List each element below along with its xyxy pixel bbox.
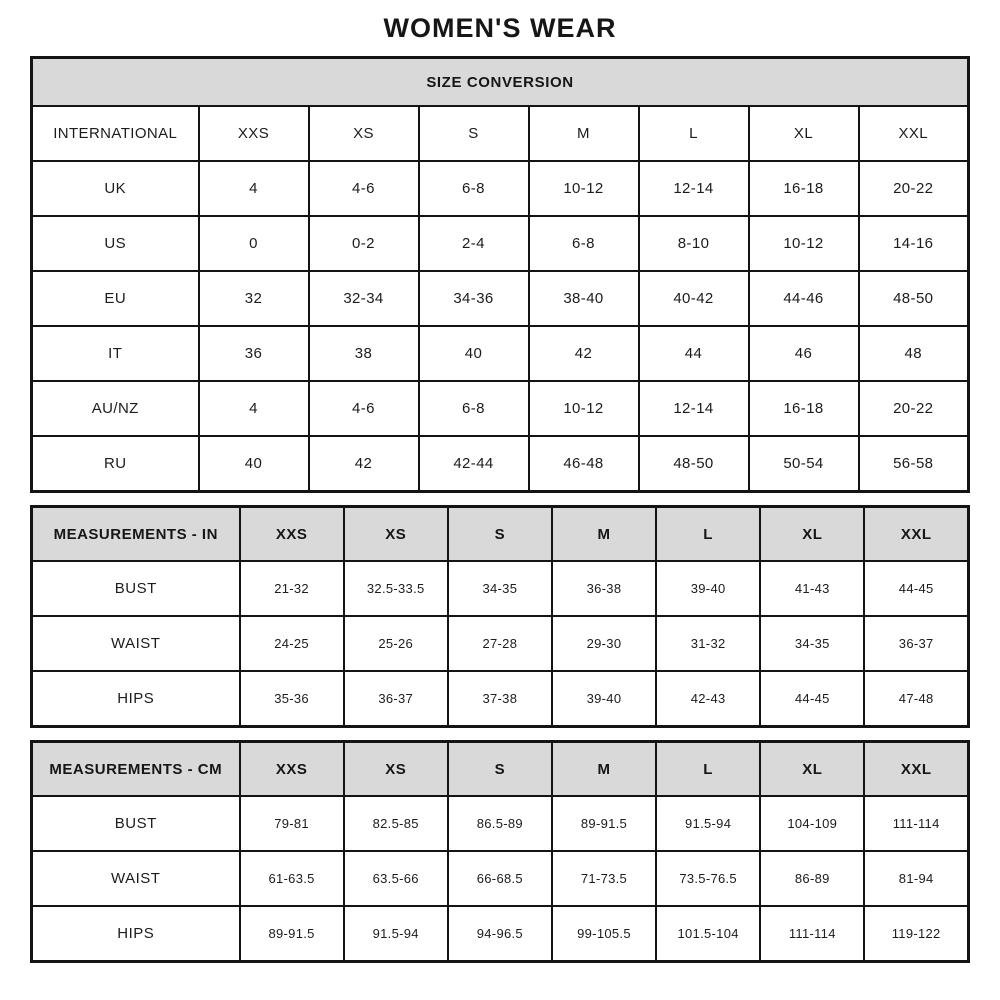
- measurement-value-cell: 27-28: [448, 616, 552, 671]
- measurement-value-cell: 37-38: [448, 671, 552, 727]
- measurement-value-cell: 111-114: [760, 906, 864, 962]
- size-value-cell: 40: [419, 326, 529, 381]
- measurement-value-cell: 41-43: [760, 561, 864, 616]
- size-value-cell: 32-34: [309, 271, 419, 326]
- measurement-value-cell: 31-32: [656, 616, 760, 671]
- size-value-cell: 14-16: [859, 216, 969, 271]
- size-conversion-corner-header: INTERNATIONAL: [32, 106, 199, 161]
- measurement-value-cell: 89-91.5: [240, 906, 344, 962]
- measurement-label: HIPS: [32, 671, 240, 727]
- size-column-header: XXL: [864, 507, 968, 562]
- measurement-value-cell: 91.5-94: [344, 906, 448, 962]
- measurement-value-cell: 36-37: [864, 616, 968, 671]
- measurement-value-cell: 42-43: [656, 671, 760, 727]
- size-value-cell: 50-54: [749, 436, 859, 492]
- size-value-cell: 42-44: [419, 436, 529, 492]
- size-value-cell: 0: [199, 216, 309, 271]
- region-label: IT: [32, 326, 199, 381]
- measurement-value-cell: 111-114: [864, 796, 968, 851]
- size-value-cell: 4: [199, 161, 309, 216]
- measurement-value-cell: 34-35: [448, 561, 552, 616]
- region-label: EU: [32, 271, 199, 326]
- measurement-value-cell: 39-40: [552, 671, 656, 727]
- measurement-value-cell: 99-105.5: [552, 906, 656, 962]
- size-column-header: XXS: [199, 106, 309, 161]
- size-column-header: XXL: [864, 742, 968, 797]
- size-value-cell: 46-48: [529, 436, 639, 492]
- measurement-value-cell: 81-94: [864, 851, 968, 906]
- size-column-header: L: [639, 106, 749, 161]
- size-value-cell: 40-42: [639, 271, 749, 326]
- measurement-value-cell: 39-40: [656, 561, 760, 616]
- size-value-cell: 32: [199, 271, 309, 326]
- region-label: US: [32, 216, 199, 271]
- measurements-cm-table: [30, 740, 970, 963]
- size-value-cell: 38: [309, 326, 419, 381]
- measurement-row: [32, 616, 969, 671]
- measurement-value-cell: 82.5-85: [344, 796, 448, 851]
- size-value-cell: 20-22: [859, 381, 969, 436]
- region-label: AU/NZ: [32, 381, 199, 436]
- size-conversion-header-row: [32, 106, 969, 161]
- measurement-value-cell: 101.5-104: [656, 906, 760, 962]
- size-column-header: M: [552, 742, 656, 797]
- measurement-value-cell: 119-122: [864, 906, 968, 962]
- measurements-cm-title: MEASUREMENTS - CM: [32, 742, 240, 797]
- measurement-value-cell: 36-38: [552, 561, 656, 616]
- size-value-cell: 42: [309, 436, 419, 492]
- measurement-row: [32, 851, 969, 906]
- size-value-cell: 4-6: [309, 161, 419, 216]
- measurement-value-cell: 66-68.5: [448, 851, 552, 906]
- size-column-header: S: [448, 742, 552, 797]
- measurements-in-header-row: [32, 507, 969, 562]
- measurement-row: [32, 671, 969, 727]
- size-column-header: XXS: [240, 507, 344, 562]
- size-value-cell: 12-14: [639, 161, 749, 216]
- size-value-cell: 34-36: [419, 271, 529, 326]
- size-column-header: XXL: [859, 106, 969, 161]
- size-conversion-row: [32, 216, 969, 271]
- measurement-value-cell: 89-91.5: [552, 796, 656, 851]
- measurements-in-table: [30, 505, 970, 728]
- size-value-cell: 48: [859, 326, 969, 381]
- size-column-header: XS: [309, 106, 419, 161]
- measurement-row: [32, 906, 969, 962]
- measurement-value-cell: 91.5-94: [656, 796, 760, 851]
- measurement-label: BUST: [32, 561, 240, 616]
- size-column-header: XS: [344, 742, 448, 797]
- size-value-cell: 48-50: [859, 271, 969, 326]
- measurement-value-cell: 47-48: [864, 671, 968, 727]
- size-column-header: M: [529, 106, 639, 161]
- size-value-cell: 4-6: [309, 381, 419, 436]
- measurements-cm-header-row: [32, 742, 969, 797]
- measurement-value-cell: 86-89: [760, 851, 864, 906]
- measurement-value-cell: 24-25: [240, 616, 344, 671]
- measurement-label: BUST: [32, 796, 240, 851]
- size-column-header: L: [656, 507, 760, 562]
- size-value-cell: 6-8: [529, 216, 639, 271]
- region-label: RU: [32, 436, 199, 492]
- size-value-cell: 12-14: [639, 381, 749, 436]
- size-value-cell: 20-22: [859, 161, 969, 216]
- measurement-value-cell: 44-45: [864, 561, 968, 616]
- region-label: UK: [32, 161, 199, 216]
- page-title: WOMEN'S WEAR: [383, 13, 617, 43]
- size-value-cell: 36: [199, 326, 309, 381]
- measurement-value-cell: 79-81: [240, 796, 344, 851]
- size-value-cell: 16-18: [749, 161, 859, 216]
- size-value-cell: 56-58: [859, 436, 969, 492]
- size-conversion-row: [32, 271, 969, 326]
- size-conversion-row: [32, 381, 969, 436]
- measurement-value-cell: 71-73.5: [552, 851, 656, 906]
- size-value-cell: 16-18: [749, 381, 859, 436]
- size-value-cell: 48-50: [639, 436, 749, 492]
- measurement-value-cell: 61-63.5: [240, 851, 344, 906]
- measurement-row: [32, 796, 969, 851]
- measurement-value-cell: 32.5-33.5: [344, 561, 448, 616]
- measurement-value-cell: 35-36: [240, 671, 344, 727]
- size-column-header: S: [448, 507, 552, 562]
- size-value-cell: 2-4: [419, 216, 529, 271]
- size-conversion-row: [32, 326, 969, 381]
- measurement-label: HIPS: [32, 906, 240, 962]
- size-conversion-row: [32, 436, 969, 492]
- size-value-cell: 42: [529, 326, 639, 381]
- size-column-header: XXS: [240, 742, 344, 797]
- measurement-label: WAIST: [32, 851, 240, 906]
- measurement-row: [32, 561, 969, 616]
- size-value-cell: 46: [749, 326, 859, 381]
- size-value-cell: 6-8: [419, 381, 529, 436]
- size-conversion-table: [30, 56, 970, 493]
- measurement-value-cell: 25-26: [344, 616, 448, 671]
- size-conversion-title-row: [32, 58, 969, 107]
- measurement-value-cell: 104-109: [760, 796, 864, 851]
- size-value-cell: 44: [639, 326, 749, 381]
- size-value-cell: 8-10: [639, 216, 749, 271]
- measurement-value-cell: 29-30: [552, 616, 656, 671]
- size-value-cell: 0-2: [309, 216, 419, 271]
- size-value-cell: 10-12: [749, 216, 859, 271]
- size-column-header: XL: [760, 742, 864, 797]
- measurement-value-cell: 86.5-89: [448, 796, 552, 851]
- measurements-in-title: MEASUREMENTS - IN: [32, 507, 240, 562]
- size-conversion-row: [32, 161, 969, 216]
- size-column-header: L: [656, 742, 760, 797]
- size-value-cell: 38-40: [529, 271, 639, 326]
- size-conversion-title: SIZE CONVERSION: [32, 58, 969, 107]
- measurement-label: WAIST: [32, 616, 240, 671]
- measurement-value-cell: 94-96.5: [448, 906, 552, 962]
- size-value-cell: 40: [199, 436, 309, 492]
- measurement-value-cell: 44-45: [760, 671, 864, 727]
- size-column-header: XL: [749, 106, 859, 161]
- size-value-cell: 4: [199, 381, 309, 436]
- measurement-value-cell: 63.5-66: [344, 851, 448, 906]
- measurement-value-cell: 36-37: [344, 671, 448, 727]
- measurement-value-cell: 21-32: [240, 561, 344, 616]
- size-value-cell: 10-12: [529, 161, 639, 216]
- size-column-header: M: [552, 507, 656, 562]
- size-column-header: S: [419, 106, 529, 161]
- size-value-cell: 6-8: [419, 161, 529, 216]
- measurement-value-cell: 34-35: [760, 616, 864, 671]
- size-value-cell: 10-12: [529, 381, 639, 436]
- measurement-value-cell: 73.5-76.5: [656, 851, 760, 906]
- size-value-cell: 44-46: [749, 271, 859, 326]
- size-column-header: XL: [760, 507, 864, 562]
- size-column-header: XS: [344, 507, 448, 562]
